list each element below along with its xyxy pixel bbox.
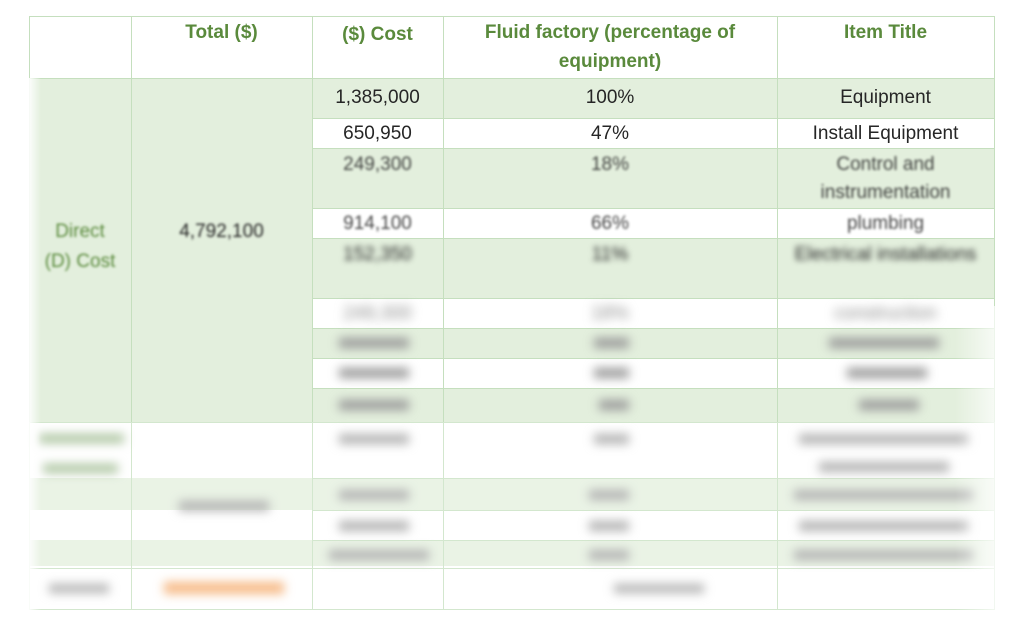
blurred-content (594, 368, 629, 378)
header-cost: ($) Cost (342, 24, 413, 45)
header-total: Total ($) (185, 22, 258, 43)
cost-cell: 1,385,000 (335, 87, 420, 108)
pct-cell: 18% (590, 303, 630, 324)
blurred-content (339, 338, 409, 348)
title-cell: Equipment (840, 87, 931, 108)
header-fluid-factory: Fluid factory (percentage of equipment) (484, 22, 736, 72)
cost-cell: 650,950 (343, 123, 412, 144)
direct-label-line1: Direct (55, 221, 105, 242)
blurred-content (847, 368, 927, 378)
blurred-content (829, 338, 939, 348)
blurred-content (599, 400, 629, 410)
title-cell: Electrical installations (794, 244, 977, 265)
cost-cell: 914,100 (343, 213, 412, 234)
cost-table (29, 16, 995, 610)
fade-overlay-bottom (29, 422, 995, 610)
title-cell: construction (834, 303, 937, 324)
pct-cell: 11% (591, 244, 629, 265)
title-cell: Install Equipment (812, 123, 959, 144)
cost-cell: 249,300 (343, 303, 412, 324)
cost-cell: 152,350 (343, 244, 412, 265)
blurred-content (859, 400, 919, 410)
header-item-title: Item Title (843, 22, 928, 43)
blurred-content (594, 338, 629, 348)
pct-cell: 18% (590, 154, 630, 175)
blurred-content (339, 368, 409, 378)
cost-cell: 249,300 (343, 154, 412, 175)
pct-cell: 47% (590, 123, 630, 144)
title-cell: Control and instrumentation (820, 154, 951, 203)
direct-label-line2: (D) Cost (44, 251, 116, 272)
pct-cell: 100% (585, 87, 635, 108)
direct-group-label (29, 217, 131, 277)
pct-cell: 66% (590, 213, 630, 234)
direct-total: 4,792,100 (179, 221, 264, 242)
blurred-content (339, 400, 409, 410)
title-cell: plumbing (846, 213, 925, 234)
